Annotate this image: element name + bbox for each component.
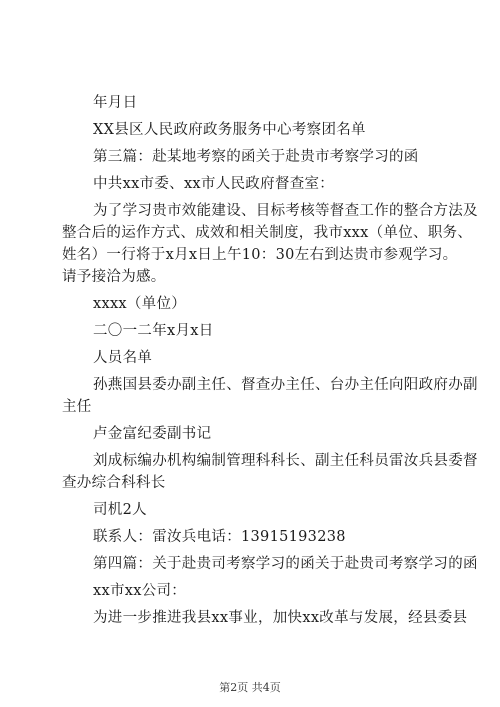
personnel-heading: 人员名单	[93, 350, 153, 366]
personnel-entry-cont: 主任	[62, 399, 92, 415]
addressee: 中共xx市委、xx市人民政府督查室：	[93, 176, 335, 192]
section-heading-4: 第四篇：关于赴贵司考察学习的函关于赴贵司考察学习的函	[93, 556, 478, 572]
personnel-entry: 卢金富纪委副书记	[93, 426, 212, 442]
section-heading-3: 第三篇：赴某地考察的函关于赴贵市考察学习的函	[93, 149, 419, 165]
page-footer: 第2页 共4页	[219, 681, 281, 694]
driver-count: 司机2人	[93, 502, 147, 518]
personnel-entry: 孙燕国县委办副主任、督查办主任、台办主任向阳政府办副	[93, 377, 478, 393]
body-paragraph-line: 为了学习贵市效能建设、目标考核等督查工作的整合方法及	[93, 203, 478, 219]
body-paragraph-line: 姓名）一行将于x月x日上午10：30左右到达贵市参观学习。	[62, 247, 458, 263]
body-paragraph-line: 请予接洽为感。	[62, 269, 166, 285]
contact-line: 联系人：雷汝兵电话：13915193238	[93, 529, 346, 545]
date-line: 年月日	[93, 95, 138, 111]
personnel-entry: 刘成标编办机构编制管理科科长、副主任科员雷汝兵县委督	[93, 453, 478, 469]
addressee: xx市xx公司：	[93, 583, 187, 599]
list-title: XX县区人民政府政务服务中心考察团名单	[93, 122, 366, 138]
signature-date: 二〇一二年x月x日	[93, 323, 214, 339]
body-paragraph-line: 整合后的运作方式、成效和相关制度，我市xxx（单位、职务、	[62, 225, 473, 241]
personnel-entry-cont: 查办综合科科长	[62, 475, 166, 491]
body-paragraph-line: 为进一步推进我县xx事业，加快xx改革与发展，经县委县	[93, 610, 468, 626]
signature-unit: xxxx（单位）	[93, 296, 187, 312]
